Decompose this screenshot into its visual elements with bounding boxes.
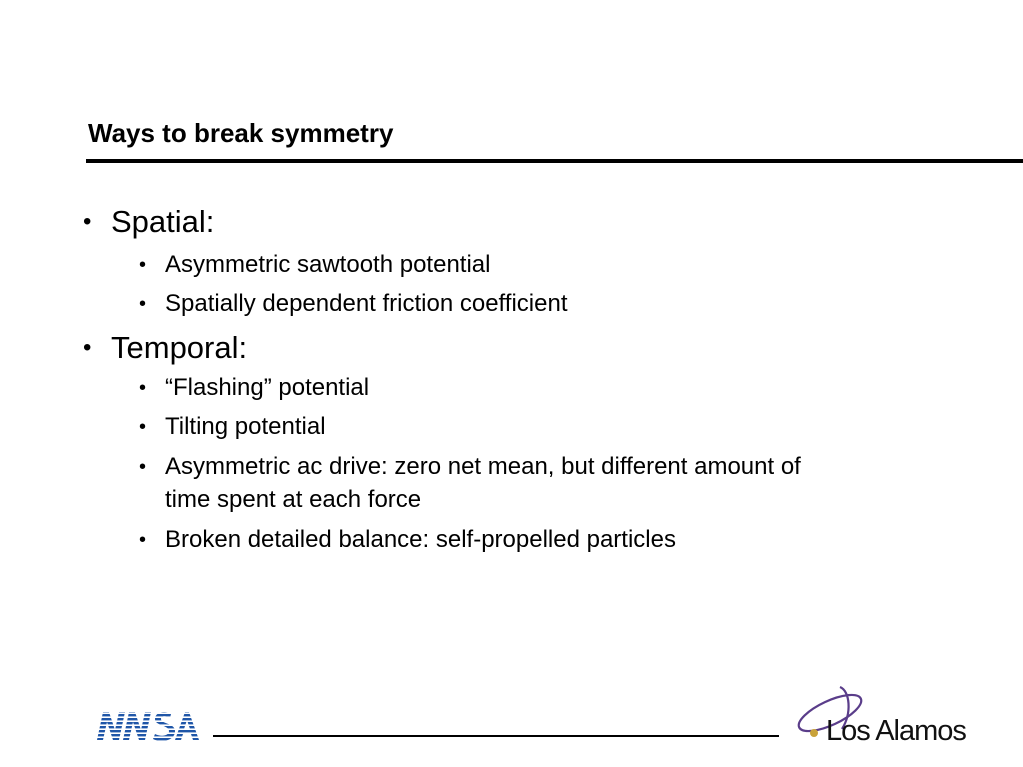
bullet-dot: •	[83, 208, 92, 235]
bullet-dot: •	[83, 334, 92, 361]
bullet-dot: •	[139, 456, 147, 478]
sub-bullet-tilting	[139, 411, 326, 443]
los-alamos-wordmark: Los Alamos	[826, 715, 966, 747]
sub-bullet-ac-drive	[139, 451, 801, 483]
sub-bullet-label: Tilting potential	[165, 413, 326, 440]
sub-bullet-label: Spatially dependent friction coefficient	[165, 290, 568, 317]
sub-bullet-label: Asymmetric ac drive: zero net mean, but different amount of	[165, 453, 801, 480]
sub-bullet-label: Asymmetric sawtooth potential	[165, 251, 491, 278]
bullet-dot: •	[139, 529, 147, 551]
bullet-label: Temporal:	[111, 330, 248, 365]
page-title: Ways to break symmetry	[88, 118, 394, 148]
sub-bullet-label: Broken detailed balance: self-propelled particles	[165, 526, 676, 553]
bullet-label: Spatial:	[111, 204, 215, 239]
bullet-dot: •	[139, 416, 147, 438]
nnsa-logo	[95, 706, 200, 746]
sub-bullet-sawtooth	[139, 249, 491, 281]
footer-divider	[213, 735, 779, 737]
bullet-temporal	[83, 330, 248, 366]
bullet-dot: •	[139, 293, 147, 315]
sub-bullet-label: time spent at each force	[165, 486, 422, 513]
sub-bullet-label: “Flashing” potential	[165, 374, 370, 401]
sub-bullet-ac-drive-continued	[165, 484, 421, 516]
sub-bullet-flashing	[139, 372, 370, 404]
sub-bullet-detailed-balance	[139, 524, 676, 556]
bullet-dot: •	[139, 254, 147, 276]
bullet-spatial	[83, 204, 215, 240]
bullet-dot: •	[139, 377, 147, 399]
sub-bullet-friction	[139, 288, 568, 320]
